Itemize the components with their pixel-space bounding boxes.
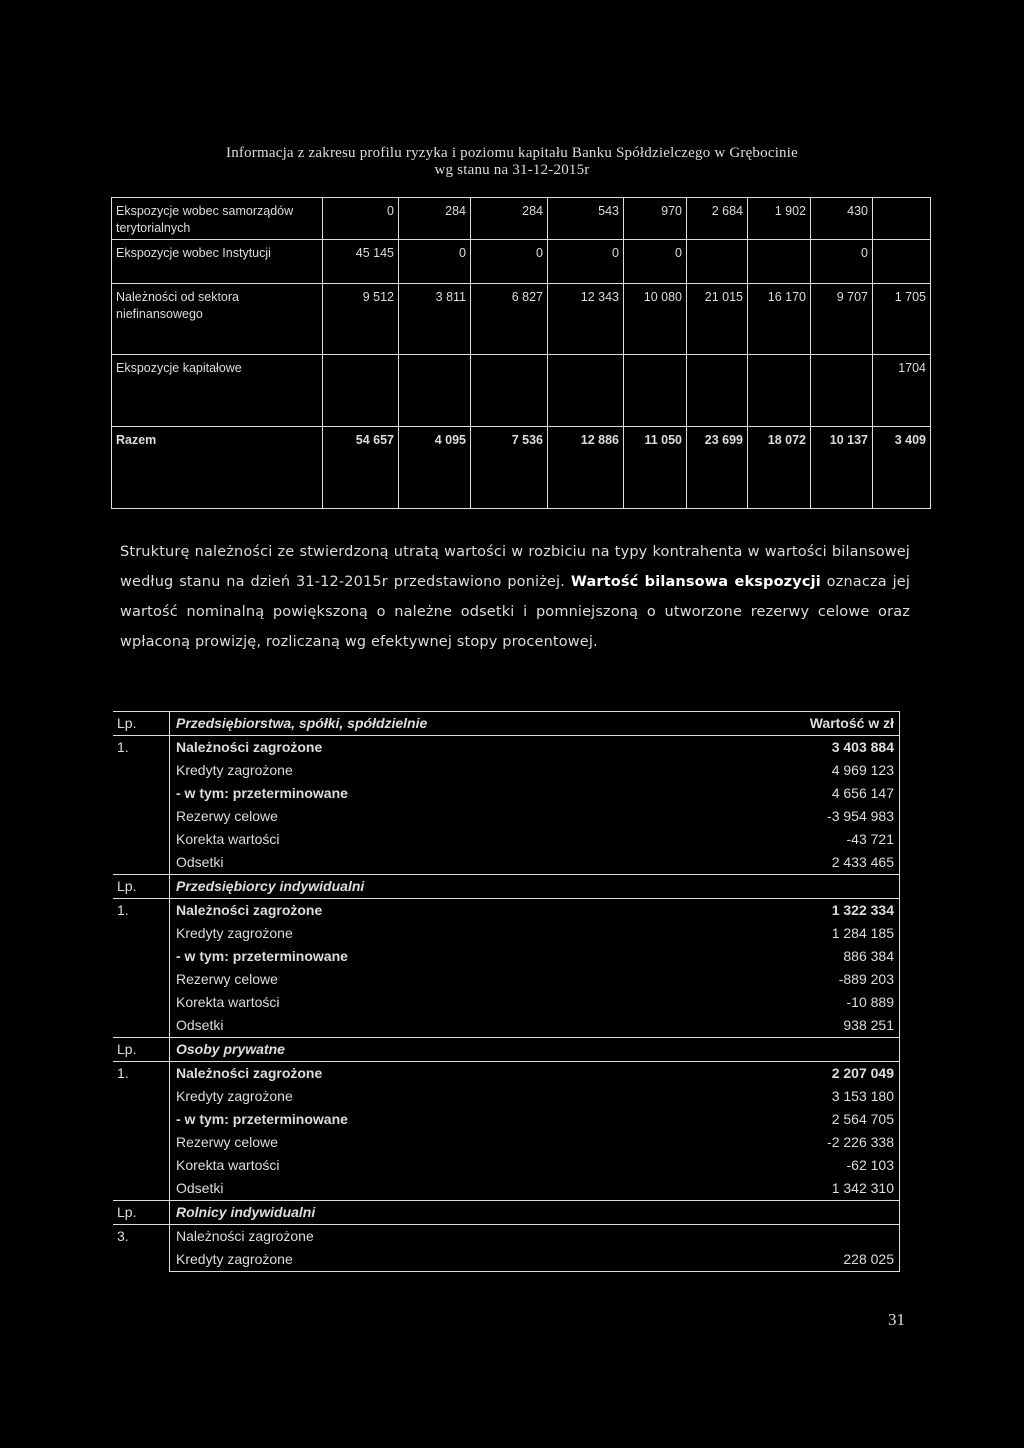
row-value: 1 342 310 xyxy=(650,1177,900,1201)
table-cell: 284 xyxy=(471,198,548,240)
row-value: 3 403 884 xyxy=(650,736,900,760)
row-value: 4 969 123 xyxy=(650,759,900,782)
category-title: Przedsiębiorcy indywidualni xyxy=(170,875,651,899)
table-row xyxy=(112,355,931,427)
row-label: Należności zagrożone xyxy=(176,902,323,918)
row-label: Kredyty zagrożone xyxy=(176,925,293,941)
table-row xyxy=(113,782,900,805)
row-value: 2 433 465 xyxy=(650,851,900,875)
row-value: 4 656 147 xyxy=(650,782,900,805)
table-row xyxy=(113,1085,900,1108)
table-cell: 1 902 xyxy=(748,198,811,240)
table-row xyxy=(113,1225,900,1249)
row-label: Kredyty zagrożone xyxy=(170,1248,651,1272)
table-cell: 54 657 xyxy=(323,427,399,509)
table-cell: 2 684 xyxy=(687,198,748,240)
table-cell: 9 512 xyxy=(323,284,399,355)
row-label: - w tym: przeterminowane xyxy=(176,948,348,964)
table-row xyxy=(112,198,931,240)
description-paragraph xyxy=(120,537,910,657)
table-row xyxy=(113,1248,900,1272)
table-cell: 0 xyxy=(548,240,624,284)
table-row xyxy=(113,759,900,782)
table-row xyxy=(113,805,900,828)
table-cell xyxy=(748,240,811,284)
table-cell: 9 707 xyxy=(811,284,873,355)
table-cell: 543 xyxy=(548,198,624,240)
table-cell xyxy=(811,355,873,427)
table-row xyxy=(113,945,900,968)
row-value: 3 153 180 xyxy=(650,1085,900,1108)
table-row xyxy=(112,427,931,509)
row-label: - w tym: przeterminowane xyxy=(176,785,348,801)
document-subtitle: wg stanu na 31-12-2015r xyxy=(434,162,590,178)
table-row xyxy=(113,851,900,875)
lp-number: 3. xyxy=(113,1225,170,1249)
row-value: 1 284 185 xyxy=(650,922,900,945)
category-title: Osoby prywatne xyxy=(170,1038,651,1062)
table-cell: 23 699 xyxy=(687,427,748,509)
lp-header: Lp. xyxy=(113,712,170,736)
row-value: 2 564 705 xyxy=(650,1108,900,1131)
table-row xyxy=(113,899,900,923)
table-cell: 4 095 xyxy=(399,427,471,509)
row-label: Korekta wartości xyxy=(176,831,280,847)
category-title: Przedsiębiorstwa, spółki, spółdzielnie xyxy=(170,712,651,736)
lp-header: Lp. xyxy=(113,1201,170,1225)
table-cell: 7 536 xyxy=(471,427,548,509)
row-value: 1 322 334 xyxy=(650,899,900,923)
category-title: Rolnicy indywidualni xyxy=(170,1201,651,1225)
table-cell: 6 827 xyxy=(471,284,548,355)
table-row xyxy=(113,1014,900,1038)
table-cell xyxy=(687,240,748,284)
table-cell: 430 xyxy=(811,198,873,240)
row-label: Odsetki xyxy=(176,1180,224,1196)
row-value: -3 954 983 xyxy=(650,805,900,828)
table-row xyxy=(113,1177,900,1201)
table-cell xyxy=(548,355,624,427)
paragraph-text: Strukturę należności ze stwierdzoną utratą wartości w rozbiciu na typy kontrahenta w wartości bilansowej według stanu na dzień 31-12-2015r przedstawiono poniżej. xyxy=(120,544,910,590)
table-cell: 11 050 xyxy=(624,427,687,509)
table-cell: 3 409 xyxy=(873,427,931,509)
table-cell: 970 xyxy=(624,198,687,240)
row-label: Odsetki xyxy=(176,1017,224,1033)
table-row xyxy=(113,968,900,991)
row-value: -889 203 xyxy=(650,968,900,991)
row-label: - w tym: przeterminowane xyxy=(176,1111,348,1127)
table-cell: 16 170 xyxy=(748,284,811,355)
row-label: Ekspozycje kapitałowe xyxy=(112,355,323,427)
row-label: Odsetki xyxy=(176,854,224,870)
row-label: Razem xyxy=(112,427,323,509)
table-row xyxy=(113,828,900,851)
document-title: Informacja z zakresu profilu ryzyka i poziomu kapitału Banku Spółdzielczego w Grębocinie xyxy=(226,145,798,161)
table-cell: 1704 xyxy=(873,355,931,427)
page-number: 31 xyxy=(888,1310,905,1329)
table-cell xyxy=(748,355,811,427)
row-value: -2 226 338 xyxy=(650,1131,900,1154)
table-row xyxy=(112,240,931,284)
lp-number: 1. xyxy=(113,736,170,760)
category-header-row xyxy=(113,875,900,899)
receivables-table xyxy=(113,711,900,1272)
lp-header: Lp. xyxy=(113,1038,170,1062)
paragraph-text: oznacza jej wartość nominalną powiększoną o należne odsetki i pomniejszoną o utworzone rezerwy celowe oraz wpłaconą prowizję, rozliczaną wg efektywnej stopy procentowej. xyxy=(120,574,911,650)
row-value: -43 721 xyxy=(650,828,900,851)
table-row xyxy=(113,1154,900,1177)
row-label: Należności zagrożone xyxy=(176,1065,323,1081)
table-cell: 45 145 xyxy=(323,240,399,284)
table-row xyxy=(112,284,931,355)
table-cell: 10 080 xyxy=(624,284,687,355)
table-cell xyxy=(624,355,687,427)
table-cell: 18 072 xyxy=(748,427,811,509)
row-label: Kredyty zagrożone xyxy=(176,762,293,778)
table-cell xyxy=(687,355,748,427)
table-cell: 0 xyxy=(624,240,687,284)
table-cell xyxy=(399,355,471,427)
exposure-table xyxy=(111,197,931,509)
row-value: 2 207 049 xyxy=(650,1062,900,1086)
table-row xyxy=(113,736,900,760)
row-label: Korekta wartości xyxy=(176,1157,280,1173)
lp-number: 1. xyxy=(113,1062,170,1086)
table-cell: 12 886 xyxy=(548,427,624,509)
row-label: Należności zagrożone xyxy=(176,739,323,755)
row-label: Rezerwy celowe xyxy=(176,1134,278,1150)
row-value: 886 384 xyxy=(650,945,900,968)
table-cell xyxy=(873,198,931,240)
category-header-row xyxy=(113,1038,900,1062)
row-label: Kredyty zagrożone xyxy=(176,1088,293,1104)
row-value: -62 103 xyxy=(650,1154,900,1177)
row-label: Rezerwy celowe xyxy=(176,808,278,824)
table-cell: 12 343 xyxy=(548,284,624,355)
value-header: Wartość w zł xyxy=(650,712,900,736)
table-cell: 1 705 xyxy=(873,284,931,355)
table-cell xyxy=(471,355,548,427)
table-cell xyxy=(873,240,931,284)
row-value: 938 251 xyxy=(650,1014,900,1038)
table-cell: 284 xyxy=(399,198,471,240)
row-value: -10 889 xyxy=(650,991,900,1014)
row-label: Rezerwy celowe xyxy=(176,971,278,987)
table-cell: 21 015 xyxy=(687,284,748,355)
table-row xyxy=(113,1062,900,1086)
row-label: Ekspozycje wobec samorządów terytorialnych xyxy=(112,198,323,240)
lp-number: 1. xyxy=(113,899,170,923)
paragraph-bold-term: Wartość bilansowa ekspozycji xyxy=(570,574,821,590)
table-cell: 3 811 xyxy=(399,284,471,355)
table-cell: 0 xyxy=(399,240,471,284)
table-row xyxy=(113,991,900,1014)
row-value: 228 025 xyxy=(650,1248,900,1272)
table-cell: 10 137 xyxy=(811,427,873,509)
lp-header: Lp. xyxy=(113,875,170,899)
row-label: Należności zagrożone xyxy=(176,1228,314,1244)
row-value xyxy=(650,1225,900,1249)
row-label: Ekspozycje wobec Instytucji xyxy=(112,240,323,284)
category-header-row xyxy=(113,1201,900,1225)
table-row xyxy=(113,922,900,945)
category-header-row xyxy=(113,712,900,736)
row-label: Należności od sektora niefinansowego xyxy=(112,284,323,355)
table-row xyxy=(113,1108,900,1131)
table-cell xyxy=(323,355,399,427)
table-row xyxy=(113,1131,900,1154)
table-cell: 0 xyxy=(323,198,399,240)
row-label: Korekta wartości xyxy=(176,994,280,1010)
table-cell: 0 xyxy=(811,240,873,284)
table-cell: 0 xyxy=(471,240,548,284)
